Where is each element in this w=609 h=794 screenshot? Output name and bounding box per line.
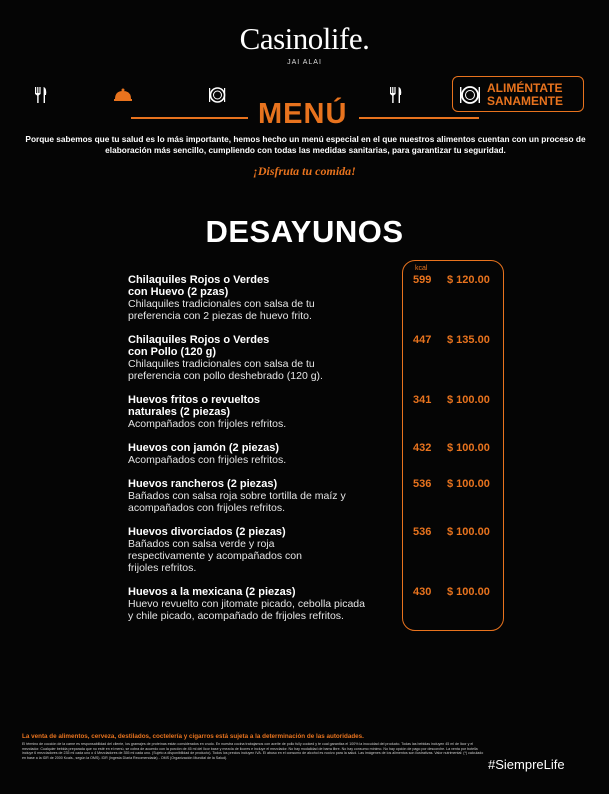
utensils-icon (32, 86, 50, 104)
item-description: Acompañados con frijoles refritos. (128, 418, 287, 430)
menu-item (128, 526, 398, 574)
legal-text: El término de cocción de la carne es responsabilidad del cliente, los gramajes de proteínas están considerados en crudo. En nuestra cocina trabajamos con aceite de pollo fully cooked y te cual garantiza el 100% la inocuidad del producto. Todas las bebidas incluyen 45 ml de licor y el mezclador. Cualquier bebida preparada que no esté en el menú, se cobra de acuerdo con la porción de 45 ml del licor base y mezcla de licores e incluye el mezclador. No hay modalidad de barra libre. No hay consumo mínimo. No hay opción de pago por descorche. La venta por botella incluye 6 mezcladores de 235 ml cada uno o 4 Mezcladores de 355 ml cada uno. (Sujeto a disponibilidad de producto). Todos los precios incluyen IVA. El abuso en el consumo de alcohol es nocivo para la salud. Las imágenes de los alimentos son ilustrativas. Valor nutrimental: (*) calculado en base a la IDR de 2000 Kcals., según la OMS). IDR (Ingesta Diaria Recomendada) - OMS (Organización Mundial de la Salud). (22, 742, 484, 760)
item-kcal: 447 (413, 334, 432, 346)
section-title: DESAYUNOS (205, 214, 404, 249)
divider-line (131, 117, 248, 119)
healthy-eating-badge (452, 76, 584, 112)
plate-icon (208, 86, 226, 104)
item-name: Huevos divorciados (2 piezas) (128, 526, 286, 538)
item-kcal: 341 (413, 394, 432, 406)
menu-item (128, 586, 398, 622)
item-name: Huevos con jamón (2 piezas) (128, 442, 279, 454)
hashtag: #SiempreLife (488, 757, 565, 772)
item-price: $ 100.00 (447, 394, 490, 406)
item-price: $ 120.00 (447, 274, 490, 286)
brand-name: Casinolife. (239, 21, 370, 56)
item-price: $ 100.00 (447, 586, 490, 598)
utensils-icon (387, 86, 405, 104)
item-description: Chilaquiles tradicionales con salsa de tu preferencia con pollo deshebrado (120 g). (128, 358, 323, 382)
item-name: Huevos fritos o revueltos naturales (2 piezas) (128, 394, 261, 418)
item-description: Chilaquiles tradicionales con salsa de tu preferencia con 2 piezas de huevo frito. (128, 298, 315, 322)
menu-item (128, 442, 398, 466)
item-description: Huevo revuelto con jitomate picado, cebolla picada y chile picado, acompañado de frijoles refritos. (128, 598, 365, 622)
item-kcal: 430 (413, 586, 432, 598)
menu-item (128, 478, 398, 514)
item-name: Huevos rancheros (2 piezas) (128, 478, 278, 490)
badge-text (487, 82, 563, 108)
location-name: JAI ALAI (287, 59, 322, 66)
item-kcal: 599 (413, 274, 432, 286)
badge-line-1: ALIMÉNTATE (487, 81, 563, 95)
menu-title: MENÚ (258, 98, 348, 130)
legal-title: La venta de alimentos, cerveza, destilados, coctelería y cigarros está sujeta a la determinación de las autoridades. (22, 733, 364, 740)
kcal-label: kcal (415, 265, 428, 272)
item-description: Bañados con salsa roja sobre tortilla de maíz y acompañados con frijoles refritos. (128, 490, 346, 514)
item-price: $ 135.00 (447, 334, 490, 346)
item-kcal: 536 (413, 526, 432, 538)
item-name: Chilaquiles Rojos o Verdes con Huevo (2 pzas) (128, 274, 270, 298)
item-price: $ 100.00 (447, 478, 490, 490)
menu-item (128, 334, 398, 382)
item-description: Acompañados con frijoles refritos. (128, 454, 287, 466)
cloche-icon (113, 86, 133, 104)
tagline: ¡Disfruta tu comida! (253, 164, 356, 178)
intro-text: Porque sabemos que tu salud es lo más importante, hemos hecho un menú especial en el que nuestros alimentos cuentan con un proceso de elaboración más sencillo, cumpliendo con todas las medidas sanitarias, para garantizar tu seguridad. (25, 134, 586, 155)
item-name: Chilaquiles Rojos o Verdes con Pollo (120 g) (128, 334, 270, 358)
item-name: Huevos a la mexicana (2 piezas) (128, 586, 296, 598)
item-description: Bañados con salsa verde y roja respectivamente y acompañados con frijoles refritos. (128, 538, 302, 574)
item-price: $ 100.00 (447, 442, 490, 454)
divider-line (359, 117, 479, 119)
item-kcal: 536 (413, 478, 432, 490)
plate-icon (459, 84, 481, 106)
item-kcal: 432 (413, 442, 432, 454)
item-price: $ 100.00 (447, 526, 490, 538)
badge-line-2: SANAMENTE (487, 94, 564, 108)
menu-item (128, 274, 398, 322)
menu-item (128, 394, 398, 430)
casinolife-logo (0, 22, 609, 66)
